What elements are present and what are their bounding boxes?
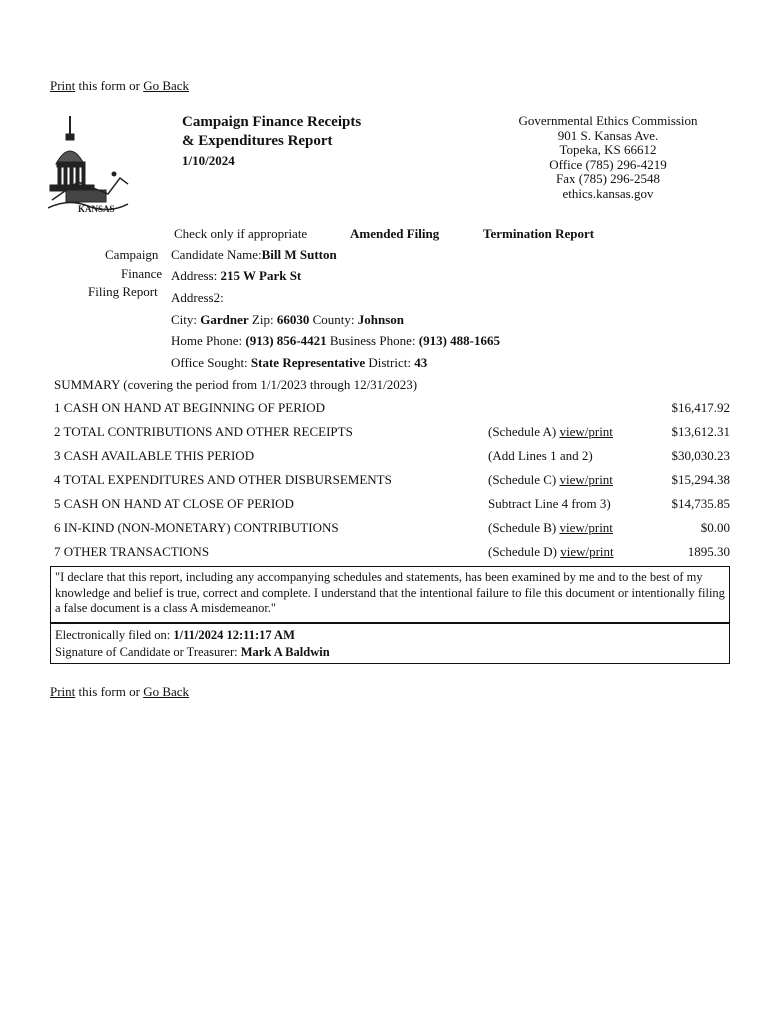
schedule-reference — [488, 472, 613, 488]
summary-line-amount: $14,735.85 — [671, 496, 730, 511]
gec-fax: Fax (785) 296-2548 — [556, 171, 660, 186]
schedule-label: (Schedule B) — [488, 520, 560, 535]
schedule-label: (Schedule D) — [488, 544, 561, 559]
summary-line-text: OTHER TRANSACTIONS — [63, 544, 210, 559]
signature-box — [50, 622, 730, 664]
address-label: Address: — [171, 268, 221, 283]
summary-line-text: CASH ON HAND AT CLOSE OF PERIOD — [63, 496, 294, 511]
nav-separator-text: this form or — [75, 78, 144, 93]
summary-line — [54, 448, 730, 468]
summary-line-amount: $13,612.31 — [671, 424, 730, 439]
schedule-d-view-print-link[interactable]: view/print — [560, 544, 614, 559]
summary-line-label — [54, 496, 294, 512]
termination-report-option: Termination Report — [483, 226, 595, 241]
office-sought-line — [171, 355, 427, 371]
district-value: 43 — [414, 355, 428, 370]
filed-on-value: 1/11/2024 12:11:17 AM — [173, 628, 295, 642]
summary-line-number: 6 — [54, 520, 61, 535]
summary-line-number: 4 — [54, 472, 61, 487]
summary-line-number: 5 — [54, 496, 61, 511]
gec-street: 901 S. Kansas Ave. — [557, 127, 659, 143]
summary-line — [54, 520, 730, 540]
side-label-filing-report: Filing Report — [88, 284, 158, 299]
print-link[interactable]: Print — [50, 78, 76, 93]
city-value: Gardner — [200, 312, 249, 327]
nav-separator-text: this form or — [75, 684, 144, 699]
side-label-campaign: Campaign — [105, 247, 159, 262]
summary-line-label — [54, 424, 353, 440]
declaration-statement: "I declare that this report, including any accompanying schedules and statements, has been examined by me and to the best of my knowledge and belief is true, correct and complete. I understand that the intentional failure to file this document or intentionally filing a false document is a class A misdemeanor." — [50, 566, 730, 622]
schedule-reference — [488, 544, 614, 560]
county-label: County: — [312, 312, 358, 327]
report-title-line2: & Expenditures Report — [182, 133, 333, 149]
summary-line-number: 7 — [54, 544, 61, 559]
city-zip-county-line — [171, 312, 404, 328]
city-label: City: — [171, 312, 201, 327]
address2-line — [171, 290, 224, 306]
address-value: 215 W Park St — [220, 268, 302, 283]
summary-line-amount: 1895.30 — [687, 544, 730, 559]
summary-line — [54, 496, 730, 516]
zip-label: Zip: — [251, 312, 277, 327]
gec-name: Governmental Ethics Commission — [518, 113, 698, 128]
gec-address-block — [500, 114, 716, 201]
summary-line-label — [54, 472, 392, 488]
bottom-nav — [50, 684, 189, 700]
svg-text:KANSAS: KANSAS — [78, 204, 115, 214]
summary-line-amount: $16,417.92 — [671, 400, 730, 415]
summary-line-amount: $30,030.23 — [671, 448, 730, 463]
filed-on-label: Electronically filed on: — [55, 628, 174, 642]
candidate-name-label: Candidate Name: — [171, 247, 262, 262]
schedule-reference: Subtract Line 4 from 3) — [488, 496, 611, 511]
amended-filing-option: Amended Filing — [350, 226, 440, 241]
summary-line — [54, 472, 730, 492]
summary-line-text: CASH ON HAND AT BEGINNING OF PERIOD — [63, 400, 325, 415]
schedule-reference — [488, 520, 613, 536]
summary-line — [54, 424, 730, 444]
summary-line-number: 2 — [54, 424, 61, 439]
business-phone-value: (913) 488-1665 — [418, 333, 500, 348]
office-sought-label: Office Sought: — [171, 355, 251, 370]
schedule-reference — [488, 424, 613, 440]
kansas-capitol-seal-icon — [48, 112, 130, 214]
signature-value: Mark A Baldwin — [240, 645, 330, 659]
schedule-a-view-print-link[interactable]: view/print — [559, 424, 613, 439]
schedule-b-view-print-link[interactable]: view/print — [559, 520, 613, 535]
address-line — [171, 268, 301, 284]
home-phone-label: Home Phone: — [171, 333, 246, 348]
report-title-line1: Campaign Finance Receipts — [182, 114, 362, 130]
schedule-c-view-print-link[interactable]: view/print — [559, 472, 613, 487]
go-back-link[interactable]: Go Back — [143, 78, 190, 93]
candidate-name: Bill M Sutton — [261, 247, 337, 262]
summary-line-label — [54, 520, 339, 536]
summary-line-amount: $15,294.38 — [671, 472, 730, 487]
summary-line-text: CASH AVAILABLE THIS PERIOD — [63, 448, 255, 463]
check-prompt: Check only if appropriate — [174, 226, 308, 241]
side-label-finance: Finance — [121, 266, 163, 281]
summary-line — [54, 544, 730, 564]
schedule-label: (Schedule C) — [488, 472, 560, 487]
filed-on-line — [55, 627, 725, 644]
candidate-name-line — [171, 247, 337, 263]
go-back-link[interactable]: Go Back — [143, 684, 190, 699]
gec-website: ethics.kansas.gov — [562, 185, 654, 201]
district-label: District: — [368, 355, 415, 370]
report-date: 1/10/2024 — [182, 153, 235, 168]
schedule-reference: (Add Lines 1 and 2) — [488, 448, 593, 463]
summary-line-label — [54, 400, 325, 416]
print-link[interactable]: Print — [50, 684, 76, 699]
gec-office-phone: Office (785) 296-4219 — [549, 156, 667, 172]
home-phone-value: (913) 856-4421 — [245, 333, 327, 348]
business-phone-label: Business Phone: — [329, 333, 419, 348]
address2-label: Address2: — [171, 290, 224, 305]
county-value: Johnson — [357, 312, 404, 327]
summary-line-number: 1 — [54, 400, 61, 415]
zip-value: 66030 — [276, 312, 310, 327]
signature-label: Signature of Candidate or Treasurer: — [55, 645, 241, 659]
summary-line-text: TOTAL EXPENDITURES AND OTHER DISBURSEMENTS — [63, 472, 392, 487]
summary-line — [54, 400, 730, 420]
summary-line-number: 3 — [54, 448, 61, 463]
office-sought-value: State Representative — [250, 355, 366, 370]
summary-heading: SUMMARY (covering the period from 1/1/2023 through 12/31/2023) — [54, 377, 418, 392]
schedule-label: (Schedule A) — [488, 424, 560, 439]
summary-line-label — [54, 448, 254, 464]
signature-line — [55, 644, 725, 661]
summary-line-label — [54, 544, 209, 560]
phone-line — [171, 333, 500, 349]
summary-line-text: IN-KIND (NON-MONETARY) CONTRIBUTIONS — [63, 520, 339, 535]
top-nav — [50, 78, 189, 94]
summary-line-amount: $0.00 — [700, 520, 730, 535]
summary-line-text: TOTAL CONTRIBUTIONS AND OTHER RECEIPTS — [63, 424, 353, 439]
gec-city: Topeka, KS 66612 — [559, 142, 657, 157]
